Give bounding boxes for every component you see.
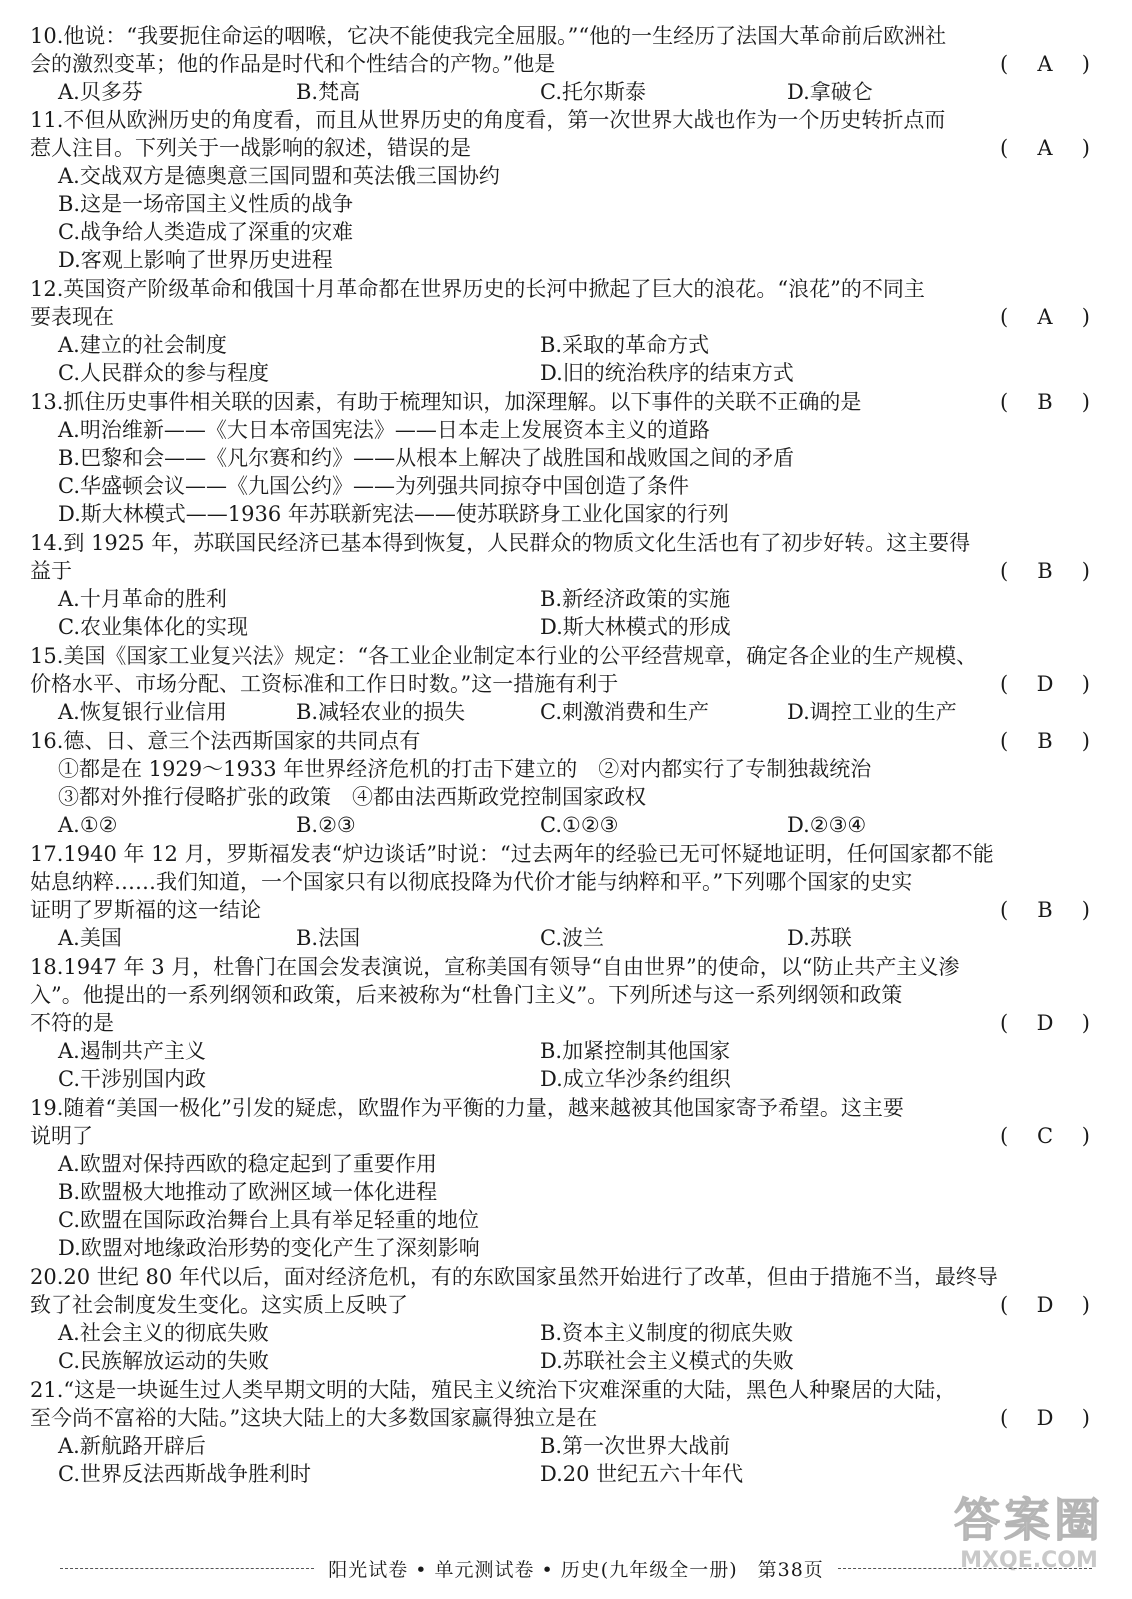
q11-option-b: B.这是一场帝国主义性质的战争 [58, 192, 354, 216]
q20-option-b: B.资本主义制度的彻底失败 [540, 1321, 794, 1345]
q13-option-c: C.华盛顿会议——《九国公约》——为列强共同掠夺中国创造了条件 [58, 474, 689, 498]
q18-stem-line1: 18.1947 年 3 月，杜鲁门在国会发表演说，宣称美国有领导“自由世界”的使命，以“防止共产主义渗 [30, 955, 960, 979]
q14-option-b: B.新经济政策的实施 [540, 587, 731, 611]
watermark-url: MXQE.COM [960, 1548, 1098, 1573]
q21-option-b: B.第一次世界大战前 [540, 1434, 731, 1458]
q11-stem-line2: 惹人注目。下列关于一战影响的叙述，错误的是 [30, 136, 471, 160]
q15-stem-line1: 15.美国《国家工业复兴法》规定：“各工业企业制定本行业的公平经营规章，确定各企业的生产规模、 [30, 644, 978, 668]
footer-rule-right [838, 1568, 1092, 1569]
q20-option-d: D.苏联社会主义模式的失败 [540, 1349, 794, 1373]
q12-option-a: A.建立的社会制度 [58, 333, 227, 357]
q11-option-a: A.交战双方是德奥意三国同盟和英法俄三国协约 [58, 164, 500, 188]
q14-option-c: C.农业集体化的实现 [58, 615, 248, 639]
q13-option-a: A.明治维新——《大日本帝国宪法》——日本走上发展资本主义的道路 [58, 418, 710, 442]
q18-option-c: C.干涉别国内政 [58, 1067, 206, 1091]
q15-option-d: D.调控工业的生产 [787, 700, 957, 724]
q11-option-c: C.战争给人类造成了深重的灾难 [58, 220, 353, 244]
q20-option-c: C.民族解放运动的失败 [58, 1349, 269, 1373]
q19-option-c: C.欧盟在国际政治舞台上具有举足轻重的地位 [58, 1208, 479, 1232]
q12-stem-line1: 12.英国资产阶级革命和俄国十月革命都在世界历史的长河中掀起了巨大的浪花。“浪花”的不同主 [30, 277, 925, 301]
q15-stem-line2: 价格水平、市场分配、工资标准和工作日时数。”这一措施有利于 [30, 672, 619, 696]
q20-stem-line2: 致了社会制度发生变化。这实质上反映了 [30, 1293, 408, 1317]
page-footer [60, 1553, 1092, 1583]
q10-option-a: A.贝多芬 [58, 80, 143, 104]
q21-stem-line1: 21.“这是一块诞生过人类早期文明的大陆，殖民主义统治下灾难深重的大陆，黑色人种聚居的大陆， [30, 1378, 957, 1402]
q10-option-d: D.拿破仑 [787, 80, 873, 104]
q19-answer: ( C ) [1000, 1124, 1090, 1148]
q19-option-a: A.欧盟对保持西欧的稳定起到了重要作用 [58, 1152, 437, 1176]
q10-option-c: C.托尔斯泰 [540, 80, 646, 104]
q10-option-b: B.梵高 [296, 80, 361, 104]
q12-option-b: B.采取的革命方式 [540, 333, 710, 357]
q16-option-d: D.②③④ [787, 813, 867, 837]
footer-text: 阳光试卷 • 单元测试卷 • 历史(九年级全一册) 第38页 [328, 1558, 824, 1581]
q12-answer: ( A ) [1000, 305, 1090, 329]
q16-stem-line1: 16.德、日、意三个法西斯国家的共同点有 [30, 729, 421, 753]
footer-rule-left [60, 1568, 314, 1569]
q18-answer: ( D ) [1000, 1011, 1090, 1035]
q19-stem-line1: 19.随着“美国一极化”引发的疑虑，欧盟作为平衡的力量，越来越被其他国家寄予希望。这主要 [30, 1096, 904, 1120]
q21-option-c: C.世界反法西斯战争胜利时 [58, 1462, 311, 1486]
q13-answer: ( B ) [1000, 390, 1090, 414]
q17-option-d: D.苏联 [787, 926, 852, 950]
q12-stem-line2: 要表现在 [30, 305, 114, 329]
q15-answer: ( D ) [1000, 672, 1090, 696]
q21-answer: ( D ) [1000, 1406, 1090, 1430]
q20-stem-line1: 20.20 世纪 80 年代以后，面对经济危机，有的东欧国家虽然开始进行了改革，但由于措施不当，最终导 [30, 1265, 998, 1289]
q17-stem-line1: 17.1940 年 12 月，罗斯福发表“炉边谈话”时说：“过去两年的经验已无可怀疑地证明，任何国家都不能 [30, 842, 994, 866]
q17-stem-line2: 姑息纳粹……我们知道，一个国家只有以彻底投降为代价才能与纳粹和平。”下列哪个国家的史实 [30, 870, 913, 894]
q14-option-a: A.十月革命的胜利 [58, 587, 227, 611]
q21-stem-line2: 至今尚不富裕的大陆。”这块大陆上的大多数国家赢得独立是在 [30, 1406, 598, 1430]
q11-stem-line1: 11.不但从欧洲历史的角度看，而且从世界历史的角度看，第一次世界大战也作为一个历史转折点而 [30, 108, 946, 132]
q18-stem-line2: 入”。他提出的一系列纲领和政策，后来被称为“杜鲁门主义”。下列所述与这一系列纲领和政策 [30, 983, 903, 1007]
q13-stem-line1: 13.抓住历史事件相关联的因素，有助于梳理知识，加深理解。以下事件的关联不正确的是 [30, 390, 862, 414]
q16-statements-line1: ①都是在 1929～1933 年世界经济危机的打击下建立的 ②对内都实行了专制独裁统治 [58, 757, 872, 781]
q14-option-d: D.斯大林模式的形成 [540, 615, 731, 639]
q17-option-b: B.法国 [296, 926, 361, 950]
q15-option-b: B.减轻农业的损失 [296, 700, 466, 724]
q14-stem-line2: 益于 [30, 559, 72, 583]
q15-option-a: A.恢复银行业信用 [58, 700, 227, 724]
q10-stem-line1: 10.他说：“我要扼住命运的咽喉，它决不能使我完全屈服。”“他的一生经历了法国大革命前后欧洲社 [30, 24, 947, 48]
q11-option-d: D.客观上影响了世界历史进程 [58, 248, 333, 272]
q21-option-d: D.20 世纪五六十年代 [540, 1462, 744, 1486]
q16-option-a: A.①② [58, 813, 118, 837]
q10-answer: ( A ) [1000, 52, 1090, 76]
q16-statements-line2: ③都对外推行侵略扩张的政策 ④都由法西斯政党控制国家政权 [58, 785, 646, 809]
q18-option-d: D.成立华沙条约组织 [540, 1067, 731, 1091]
q20-answer: ( D ) [1000, 1293, 1090, 1317]
q18-stem-line3: 不符的是 [30, 1011, 114, 1035]
q16-option-b: B.②③ [296, 813, 356, 837]
q20-option-a: A.社会主义的彻底失败 [58, 1321, 269, 1345]
q18-option-a: A.遏制共产主义 [58, 1039, 206, 1063]
q14-answer: ( B ) [1000, 559, 1090, 583]
q11-answer: ( A ) [1000, 136, 1090, 160]
q13-option-d: D.斯大林模式——1936 年苏联新宪法——使苏联跻身工业化国家的行列 [58, 502, 729, 526]
q10-stem-line2: 会的激烈变革；他的作品是时代和个性结合的产物。”他是 [30, 52, 556, 76]
q17-answer: ( B ) [1000, 898, 1090, 922]
q17-stem-line3: 证明了罗斯福的这一结论 [30, 898, 261, 922]
q16-answer: ( B ) [1000, 729, 1090, 753]
q12-option-c: C.人民群众的参与程度 [58, 361, 269, 385]
q13-option-b: B.巴黎和会——《凡尔赛和约》——从根本上解决了战胜国和战败国之间的矛盾 [58, 446, 795, 470]
q19-option-b: B.欧盟极大地推动了欧洲区域一体化进程 [58, 1180, 438, 1204]
q16-option-c: C.①②③ [540, 813, 619, 837]
q19-stem-line2: 说明了 [30, 1124, 93, 1148]
q19-option-d: D.欧盟对地缘政治形势的变化产生了深刻影响 [58, 1236, 480, 1260]
q21-option-a: A.新航路开辟后 [58, 1434, 206, 1458]
q14-stem-line1: 14.到 1925 年，苏联国民经济已基本得到恢复，人民群众的物质文化生活也有了初步好转。这主要得 [30, 531, 971, 555]
q18-option-b: B.加紧控制其他国家 [540, 1039, 731, 1063]
q12-option-d: D.旧的统治秩序的结束方式 [540, 361, 794, 385]
watermark-title: 答案圈 [954, 1493, 1104, 1547]
q17-option-a: A.美国 [58, 926, 122, 950]
q17-option-c: C.波兰 [540, 926, 604, 950]
q15-option-c: C.刺激消费和生产 [540, 700, 709, 724]
